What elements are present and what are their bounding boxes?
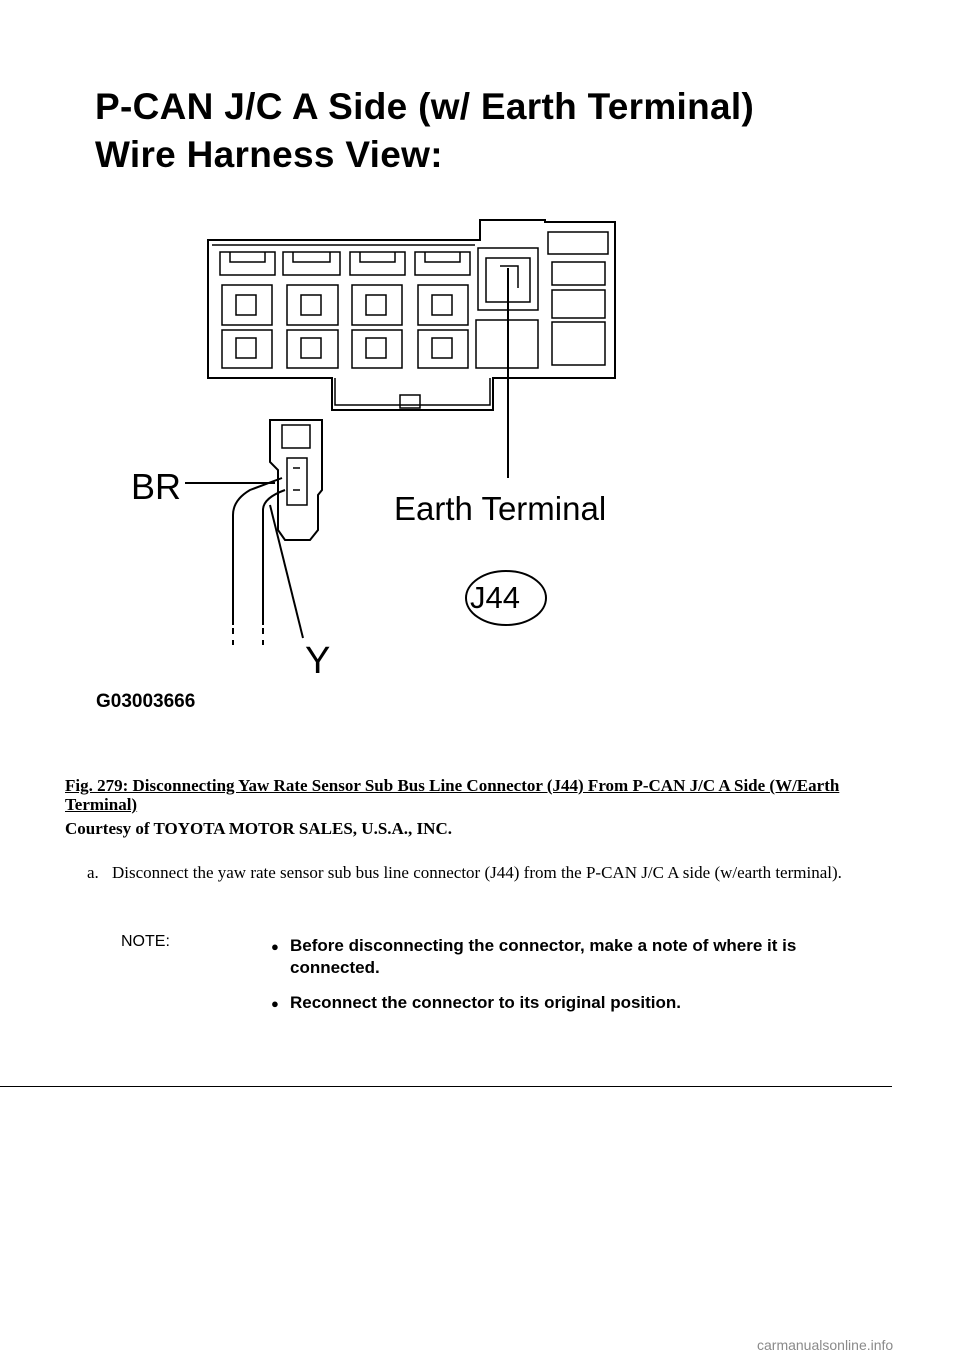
- note-item-text: Reconnect the connector to its original position.: [290, 993, 682, 1012]
- step-marker: a.: [87, 863, 99, 882]
- bullet-icon: ●: [271, 996, 279, 1011]
- watermark: carmanualsonline.info: [757, 1337, 894, 1353]
- wire-harness: [185, 478, 303, 645]
- terminal-cavities: [220, 252, 470, 368]
- earth-terminal-label: Earth Terminal: [394, 490, 607, 527]
- figure-title-line-1: P-CAN J/C A Side (w/ Earth Terminal): [95, 86, 755, 127]
- wire-label-y: Y: [305, 640, 331, 682]
- figure-code: G03003666: [96, 691, 196, 712]
- figure-caption-link[interactable]: Fig. 279: Disconnecting Yaw Rate Sensor Sub Bus Line Connector (J44) From P-CAN J/C A Side (W/Earth Terminal): [65, 776, 840, 814]
- horizontal-rule: [0, 1086, 892, 1087]
- y-leader: [270, 505, 303, 638]
- bullet-icon: ●: [271, 939, 279, 954]
- wire-label-br: BR: [131, 466, 182, 507]
- note-item: [268, 992, 878, 1014]
- note-item: [268, 935, 878, 979]
- note-item-text: Before disconnecting the connector, make a note of where it is connected.: [290, 936, 797, 977]
- courtesy-line: Courtesy of TOYOTA MOTOR SALES, U.S.A., INC.: [65, 819, 452, 838]
- procedure-step: [87, 862, 877, 884]
- junction-connector-body: [208, 220, 615, 410]
- connector-id-label: J44: [470, 580, 520, 615]
- note-label: NOTE:: [121, 933, 170, 950]
- figure-title-line-2: Wire Harness View:: [95, 134, 443, 175]
- step-text: Disconnect the yaw rate sensor sub bus line connector (J44) from the P-CAN J/C A side (w/earth terminal).: [112, 863, 842, 882]
- note-list: [268, 935, 878, 1027]
- earth-terminal-block: [476, 232, 608, 368]
